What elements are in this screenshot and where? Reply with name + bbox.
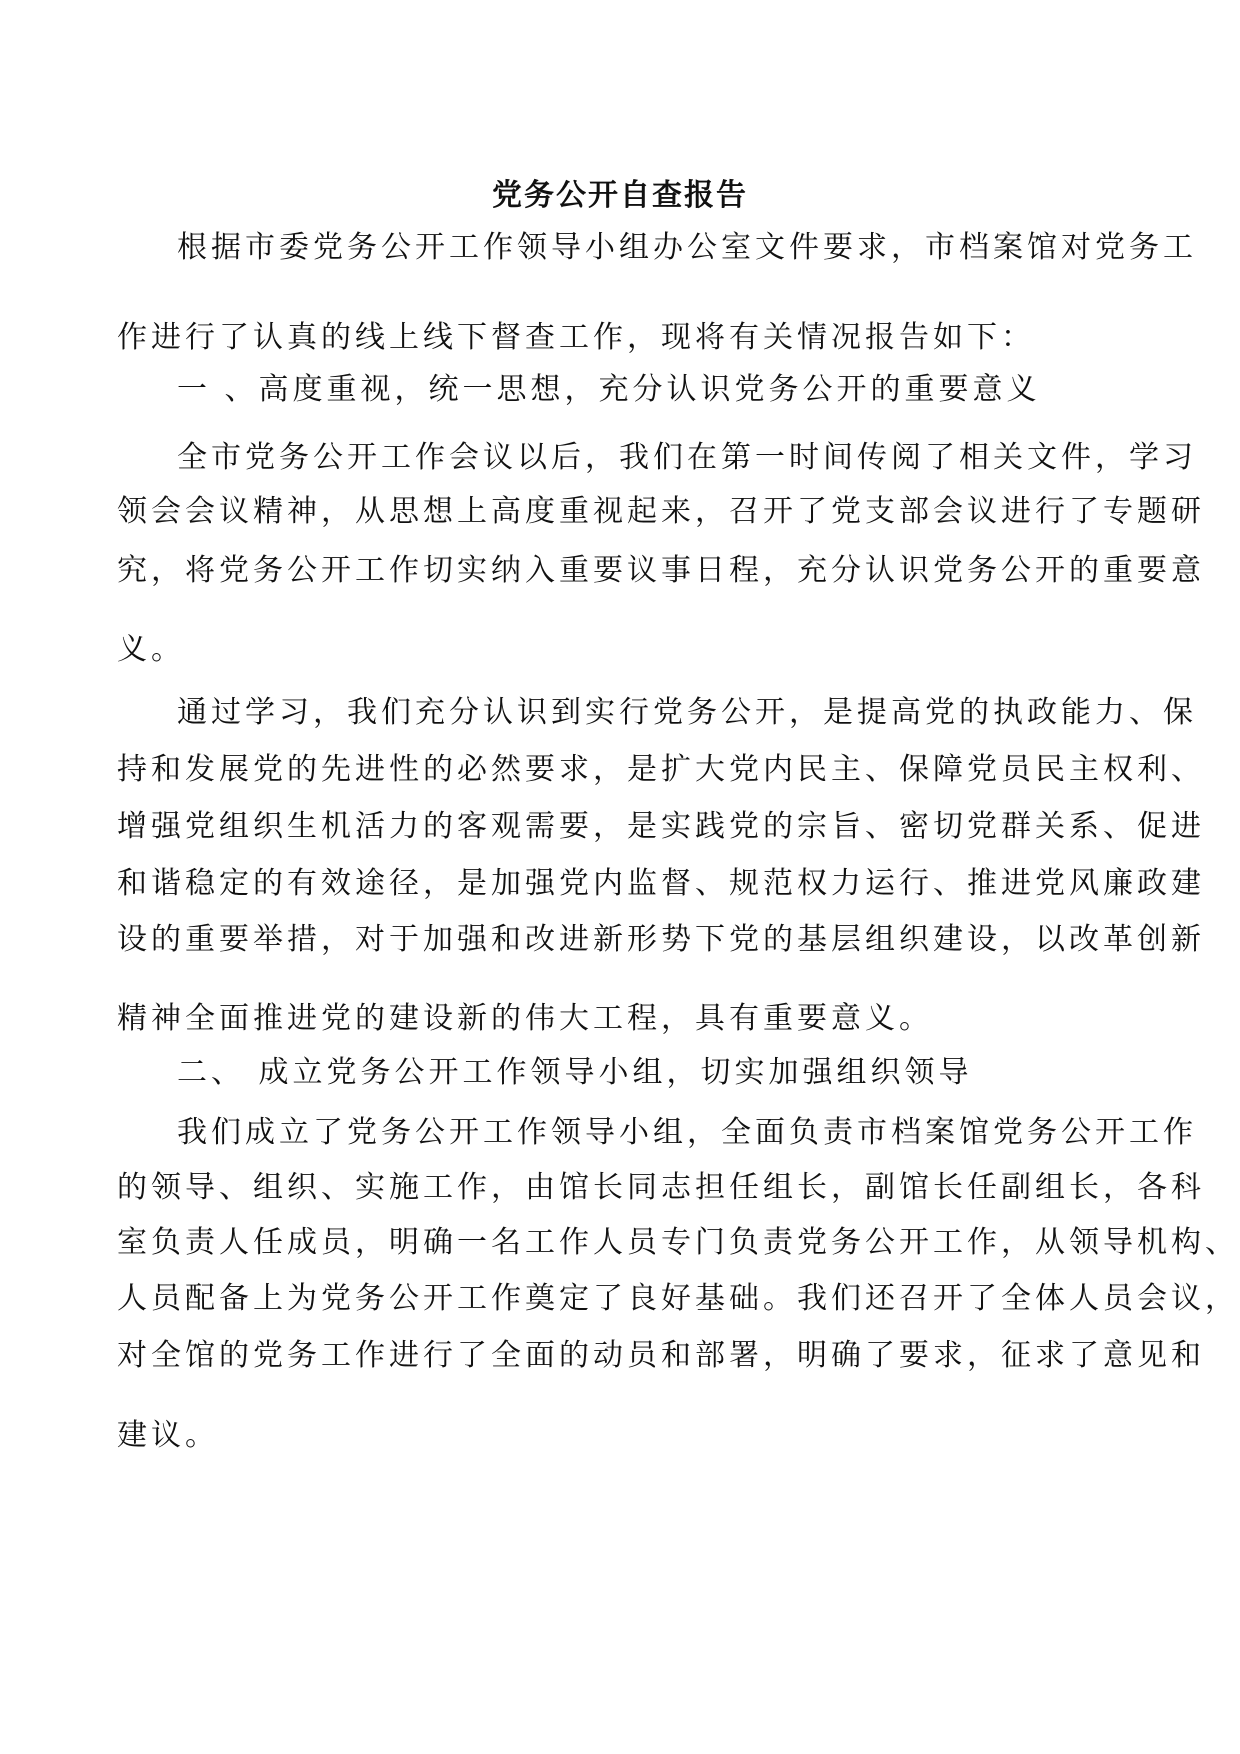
paragraph-line: 对全馆的党务工作进行了全面的动员和部署，明确了要求，征求了意见和	[117, 1338, 1205, 1373]
paragraph-line: 增强党组织生机活力的客观需要，是实践党的宗旨、密切党群关系、促进	[117, 809, 1205, 844]
paragraph-line: 领会会议精神，从思想上高度重视起来，召开了党支部会议进行了专题研	[117, 494, 1205, 529]
paragraph-line: 人员配备上为党务公开工作奠定了良好基础。我们还召开了全体人员会议，	[117, 1281, 1239, 1316]
paragraph-line: 室负责人任成员，明确一名工作人员专门负责党务公开工作，从领导机构、	[117, 1225, 1239, 1260]
paragraph-line: 建议。	[117, 1418, 219, 1453]
section-heading: 二、 成立党务公开工作领导小组，切实加强组织领导	[177, 1055, 973, 1090]
paragraph-line: 根据市委党务公开工作领导小组办公室文件要求，市档案馆对党务工	[177, 230, 1197, 265]
document-title: 党务公开自查报告	[492, 178, 748, 213]
paragraph-line: 通过学习，我们充分认识到实行党务公开，是提高党的执政能力、保	[177, 695, 1197, 730]
paragraph-line: 和谐稳定的有效途径，是加强党内监督、规范权力运行、推进党风廉政建	[117, 866, 1205, 901]
paragraph-line: 义。	[117, 632, 185, 667]
paragraph-line: 设的重要举措，对于加强和改进新形势下党的基层组织建设，以改革创新	[117, 922, 1205, 957]
paragraph-line: 持和发展党的先进性的必然要求，是扩大党内民主、保障党员民主权利、	[117, 752, 1205, 787]
paragraph-line: 我们成立了党务公开工作领导小组，全面负责市档案馆党务公开工作	[177, 1115, 1197, 1150]
paragraph-line: 全市党务公开工作会议以后，我们在第一时间传阅了相关文件，学习	[177, 440, 1197, 475]
section-heading: 一 、高度重视，统一思想，充分认识党务公开的重要意义	[177, 372, 1041, 407]
paragraph-line: 究，将党务公开工作切实纳入重要议事日程，充分认识党务公开的重要意	[117, 553, 1205, 588]
paragraph-line: 作进行了认真的线上线下督查工作，现将有关情况报告如下：	[117, 320, 1035, 355]
paragraph-line: 的领导、组织、实施工作，由馆长同志担任组长，副馆长任副组长，各科	[117, 1170, 1205, 1205]
paragraph-line: 精神全面推进党的建设新的伟大工程，具有重要意义。	[117, 1001, 933, 1036]
